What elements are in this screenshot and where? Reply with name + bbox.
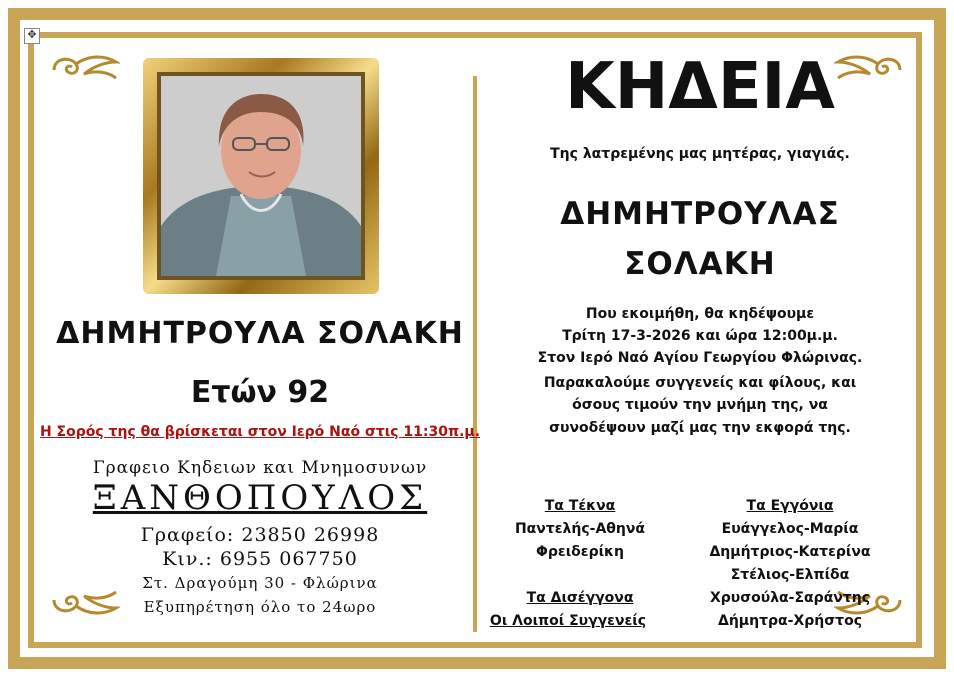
notice-body-line: Στον Ιερό Ναό Αγίου Γεωργίου Φλώρινας. — [537, 350, 863, 366]
funeral-home-header: Γραφειο Κηδειων και Μνημοσυνων — [92, 458, 428, 478]
address: Στ. Δραγούμη 30 - Φλώρινα — [142, 574, 378, 592]
viewing-note: Η Σορός της θα βρίσκεται στον Ιερό Ναό στις 11:30π.μ. — [39, 424, 481, 440]
notice-body-line: Που εκοιμήθη, θα κηδέψουμε — [585, 306, 815, 322]
notice-body-line: συνοδέψουν μαζί μας την εκφορά της. — [549, 420, 851, 436]
grandchild-name: Δημήτριος-Κατερίνα — [709, 544, 871, 560]
deceased-name-line1: ΔΗΜΗΤΡΟΥΛΑΣ — [560, 196, 840, 232]
grandchildren-title: Τα Εγγόνια — [746, 498, 834, 514]
notice-subtitle: Της λατρεμένης μας μητέρας, γιαγιάς. — [550, 146, 850, 162]
child-name: Παντελής-Αθηνά — [514, 521, 646, 537]
service-hours: Εξυπηρέτηση όλο το 24ωρο — [143, 598, 377, 616]
children-title: Τα Τέκνα — [544, 498, 616, 514]
age: Ετών 92 — [190, 375, 330, 410]
grandchild-name: Δήμητρα-Χρήστος — [718, 613, 862, 629]
office-phone: Γραφείο: 23850 26998 — [140, 524, 380, 546]
great-grandchildren-title: Τα Δισέγγονα — [526, 590, 634, 606]
notice-title: ΚΗΔΕΙΑ — [565, 50, 835, 124]
mobile-phone: Κιν.: 6955 067750 — [162, 548, 358, 570]
portrait-frame — [143, 58, 379, 294]
notice-body-line: Παρακαλούμε συγγενείς και φίλους, και — [543, 375, 857, 391]
grandchild-name: Χρυσούλα-Σαράντης — [709, 590, 871, 606]
notice-body-line: Τρίτη 17-3-2026 και ώρα 12:00μ.μ. — [562, 328, 838, 344]
notice-body-line: όσους τιμούν την μνήμη της, να — [572, 397, 828, 413]
gold-flourish-icon — [50, 52, 120, 88]
grandchild-name: Ευάγγελος-Μαρία — [721, 521, 859, 537]
child-name: Φρειδερίκη — [536, 544, 624, 560]
funeral-home-name: ΞΑΝΘΟΠΟΥΛΟΣ — [92, 478, 428, 518]
portrait-photo — [161, 76, 361, 276]
move-handle-icon[interactable]: ✥ — [24, 28, 40, 44]
deceased-name-line2: ΣΟΛΑΚΗ — [624, 246, 776, 282]
other-relatives: Οι Λοιποί Συγγενείς — [489, 613, 647, 629]
grandchild-name: Στέλιος-Ελπίδα — [730, 567, 850, 583]
deceased-name: ΔΗΜΗΤΡΟΥΛΑ ΣΟΛΑΚΗ — [56, 316, 464, 351]
